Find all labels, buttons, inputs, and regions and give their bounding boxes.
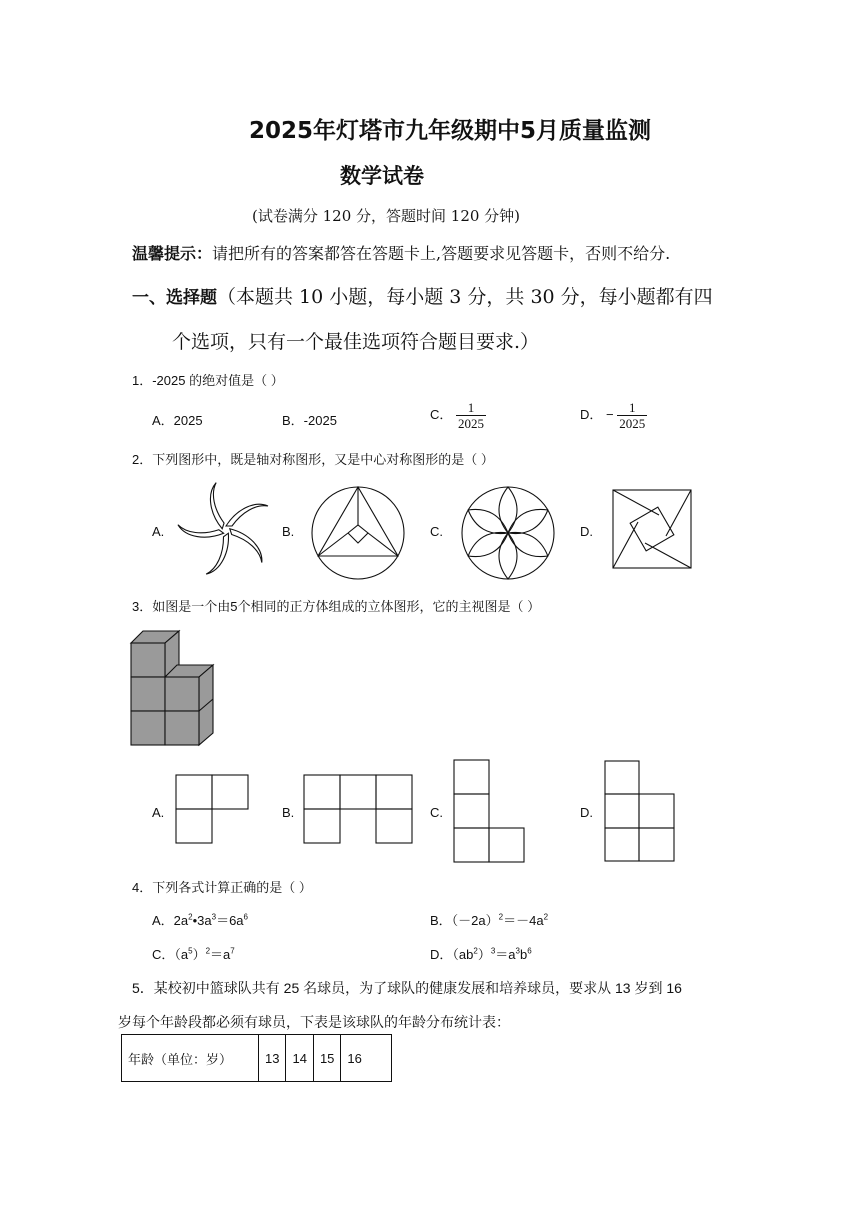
q1-d-label: D．	[580, 406, 603, 422]
exam-tip	[132, 241, 670, 264]
q3-label-b: B.	[282, 805, 295, 820]
q4-stem: 4．下列各式计算正确的是（ ）	[132, 880, 312, 895]
tip-label: 温馨提示：	[132, 244, 213, 263]
section-desc-1: （本题共 10 小题，每小题 3 分，共 30 分，每小题都有四	[217, 286, 713, 308]
q1-c-fraction: $\frac{1}{2025}$	[458, 400, 485, 431]
q5-line-1: 5．某校初中篮球队共有 25 名球员，为了球队的健康发展和培养球员，要求从 13 岁到 16	[132, 980, 682, 996]
q1-option-a: A．2025	[152, 413, 203, 428]
exam-note: (试卷满分 120 分，答题时间 120 分钟)	[252, 207, 521, 225]
q1-option-d: D． − $\frac{1}{2025}$	[580, 400, 646, 431]
section-label: 一、选择题	[132, 288, 217, 308]
tip-text: 请把所有的答案都答在答题卡上,答题要求见答题卡，否则不给分.	[212, 244, 671, 263]
page-subtitle: 数学试卷	[340, 164, 424, 188]
cube-stack-figure-icon	[129, 629, 217, 747]
q5-line-2: 岁每个年龄段都必须有球员，下表是该球队的年龄分布统计表：	[118, 1014, 510, 1030]
q4-option-d: D．$(ab^2)^3=a^3b^6$	[430, 946, 532, 962]
q2-stem: 2．下列图形中，既是轴对称图形，又是中心对称图形的是（ ）	[132, 452, 494, 467]
q2-label-a: A.	[152, 524, 165, 539]
circle-triangle-figure-icon	[308, 485, 408, 581]
q1-option-c	[430, 400, 486, 431]
page-title: 2025年灯塔市九年级期中5月质量监测	[248, 118, 652, 144]
q3-stem: 3．如图是一个由5个相同的正方体组成的立体图形，它的主视图是（ ）	[132, 599, 541, 614]
q3-view-c-icon	[453, 759, 527, 865]
q1-d-fraction: $\frac{1}{2025}$	[619, 400, 646, 431]
q3-label-a: A.	[152, 805, 165, 820]
q3-label-d: D.	[580, 805, 593, 820]
q2-label-c: C.	[430, 524, 443, 539]
q4-option-c: C．$(a^5)^2=a^7$	[152, 946, 235, 962]
age-table	[121, 1034, 392, 1082]
q3-label-c: C.	[430, 805, 443, 820]
section-desc-2: 个选项，只有一个最佳选项符合题目要求.）	[172, 331, 540, 353]
age-cell-14: 14	[286, 1035, 313, 1082]
q3-view-b-icon	[303, 774, 415, 846]
q3-view-d-icon	[604, 760, 678, 864]
table-row	[122, 1035, 392, 1082]
q4-option-b: B．$(-2a)^2=-4a^2$	[430, 912, 549, 928]
q2-label-d: D.	[580, 524, 593, 539]
q1-c-label: C．	[430, 406, 453, 422]
age-cell-13: 13	[259, 1035, 286, 1082]
age-cell-15: 15	[313, 1035, 340, 1082]
pinwheel-figure-icon	[176, 480, 276, 580]
flower-circle-figure-icon	[459, 484, 557, 582]
q3-view-a-icon	[175, 774, 251, 846]
q1-option-b: B．-2025	[282, 413, 337, 428]
age-cell-16: 16	[341, 1035, 392, 1082]
square-pinwheel-figure-icon	[612, 489, 692, 569]
age-header-cell: 年龄（单位：岁）	[122, 1035, 259, 1082]
q2-label-b: B.	[282, 524, 295, 539]
q4-option-a: A．$2a^2•3a^3=6a^6$	[152, 912, 248, 928]
q1-stem: 1．-2025 的绝对值是（ ）	[132, 373, 284, 388]
section-heading	[132, 282, 713, 309]
